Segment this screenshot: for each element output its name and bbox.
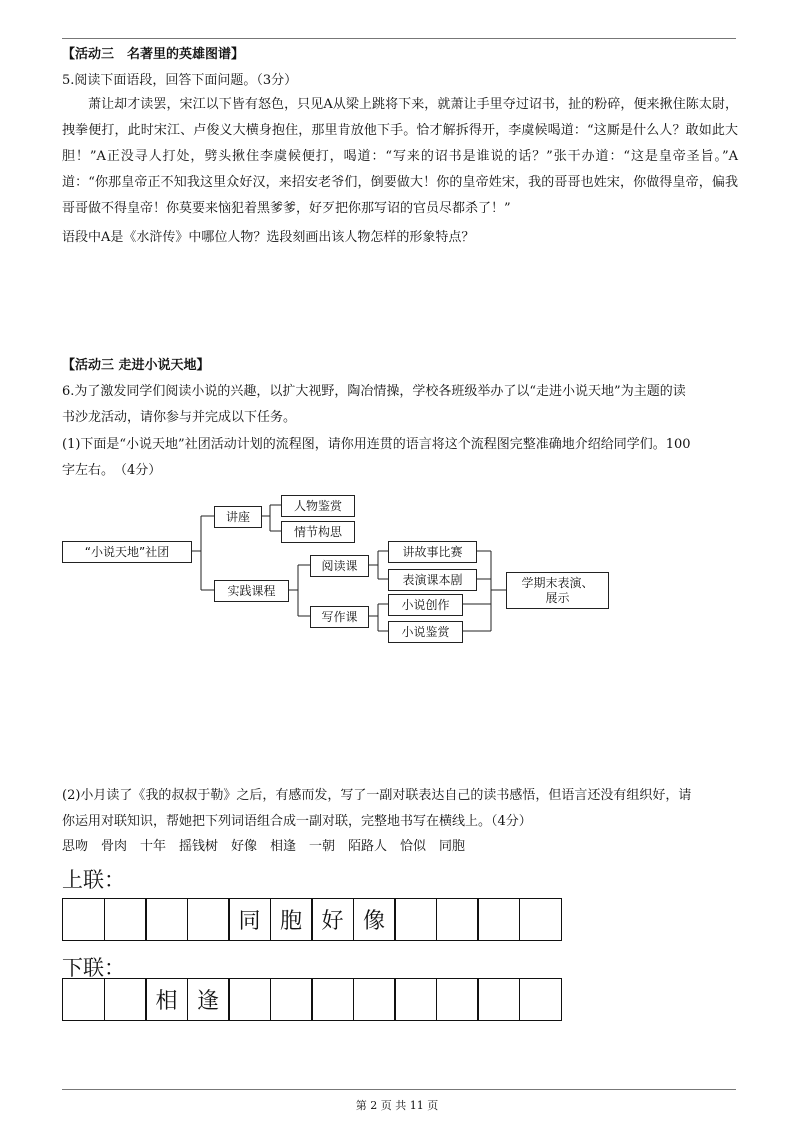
flow-node-storytelling: 讲故事比赛 bbox=[388, 541, 477, 563]
question-6-1-line-2: 字左右。 （4分） bbox=[62, 463, 162, 478]
lower-cell[interactable] bbox=[353, 978, 396, 1021]
upper-cell[interactable] bbox=[477, 898, 520, 941]
flow-node-character: 人物鉴赏 bbox=[281, 495, 355, 517]
flow-node-lecture: 讲座 bbox=[214, 506, 262, 528]
upper-cell[interactable] bbox=[519, 898, 562, 941]
question-6-2-line-1: (2)小月读了《我的叔叔于勒》之后，有感而发，写了一副对联表达自己的读书感悟，但语言还没有组织好，请 bbox=[62, 788, 692, 803]
lower-cell[interactable] bbox=[477, 978, 520, 1021]
upper-cell[interactable]: 同 bbox=[228, 898, 271, 941]
lower-cell[interactable] bbox=[62, 978, 105, 1021]
upper-cell[interactable] bbox=[436, 898, 479, 941]
lower-cell[interactable]: 逢 bbox=[187, 978, 230, 1021]
flow-node-practice: 实践课程 bbox=[214, 580, 289, 602]
lower-cell[interactable] bbox=[104, 978, 147, 1021]
page-footer: 第 2 页 共 11 页 bbox=[355, 1099, 439, 1112]
section-title-novels: 【活动三 走进小说天地】 bbox=[62, 358, 210, 373]
upper-cell[interactable] bbox=[145, 898, 188, 941]
question-5-ask: 语段中A是《水浒传》中哪位人物？选段刻画出该人物怎样的形象特点？ bbox=[62, 230, 475, 245]
upper-cell[interactable] bbox=[394, 898, 437, 941]
flow-node-creation: 小说创作 bbox=[388, 594, 463, 616]
lower-couplet-grid bbox=[62, 978, 562, 1021]
lower-cell[interactable] bbox=[394, 978, 437, 1021]
question-5-prompt: 5.阅读下面语段，回答下面问题。（3分） bbox=[62, 73, 298, 88]
flow-node-final-line-1: 学期末表演、 bbox=[521, 575, 594, 590]
question-5-passage: 萧让却才读罢，宋江以下皆有怒色，只见A从梁上跳将下来，就萧让手里夺过诏书，扯的粉碎，便来揪住陈太尉，拽拳便打，此时宋江、卢俊义大横身抱住，那里肯放他下手。恰才解拆得开，李虞候喝道：“这厮是什么人？敢如此大胆！”A正没寻人打处，劈头揪住李虞候便打，喝道：“写来的诏书是谁说的话？”张干办道：“这是皇帝圣旨。”A道：“你那皇帝正不知我这里众好汉，来招安老爷们，倒要做大！你的皇帝姓宋，我的哥哥也姓宋，你做得皇帝，偏我哥哥做不得皇帝！你莫要来恼犯着黑爹爹，好歹把你那写诏的官员尽都杀了！” bbox=[62, 97, 738, 216]
section-title-heroes: 【活动三 名著里的英雄图谱】 bbox=[62, 47, 245, 62]
flow-node-reading: 阅读课 bbox=[310, 555, 369, 577]
upper-couplet-grid bbox=[62, 898, 562, 941]
question-6-1-line-1: (1)下面是“小说天地”社团活动计划的流程图，请你用连贯的语言将这个流程图完整准确地介绍给同学们。100 bbox=[62, 437, 691, 452]
flow-node-writing: 写作课 bbox=[310, 606, 369, 628]
lower-cell[interactable] bbox=[436, 978, 479, 1021]
bottom-rule bbox=[62, 1089, 736, 1090]
upper-cell[interactable] bbox=[187, 898, 230, 941]
upper-cell[interactable]: 胞 bbox=[270, 898, 313, 941]
lower-cell[interactable] bbox=[519, 978, 562, 1021]
lower-cell[interactable]: 相 bbox=[145, 978, 188, 1021]
upper-cell[interactable]: 像 bbox=[353, 898, 396, 941]
lower-cell[interactable] bbox=[311, 978, 354, 1021]
flow-node-appreciation: 小说鉴赏 bbox=[388, 621, 463, 643]
top-rule bbox=[62, 38, 736, 39]
flow-node-acting: 表演课本剧 bbox=[388, 569, 477, 591]
lower-couplet-label: 下联： bbox=[62, 956, 125, 980]
upper-cell[interactable] bbox=[104, 898, 147, 941]
word-bank: 思吻 骨肉 十年 摇钱树 好像 相逢 一朝 陌路人 恰似 同胞 bbox=[62, 839, 466, 854]
lower-cell[interactable] bbox=[270, 978, 313, 1021]
question-6-line-2: 书沙龙活动，请你参与并完成以下任务。 bbox=[62, 410, 297, 425]
question-6-line-1: 6.为了激发同学们阅读小说的兴趣，以扩大视野，陶冶情操，学校各班级举办了以“走进小说天地”为主题的读 bbox=[62, 384, 686, 399]
upper-cell[interactable] bbox=[62, 898, 105, 941]
upper-cell[interactable]: 好 bbox=[311, 898, 354, 941]
lower-cell[interactable] bbox=[228, 978, 271, 1021]
upper-couplet-label: 上联： bbox=[62, 868, 125, 892]
question-6-2-line-2: 你运用对联知识，帮她把下列词语组合成一副对联，完整地书写在横线上。（4分） bbox=[62, 814, 532, 829]
flow-node-root: “小说天地”社团 bbox=[62, 541, 192, 563]
flow-node-final-line-2: 展示 bbox=[545, 590, 570, 605]
flow-node-final bbox=[506, 572, 609, 609]
flow-node-plot: 情节构思 bbox=[281, 521, 355, 543]
